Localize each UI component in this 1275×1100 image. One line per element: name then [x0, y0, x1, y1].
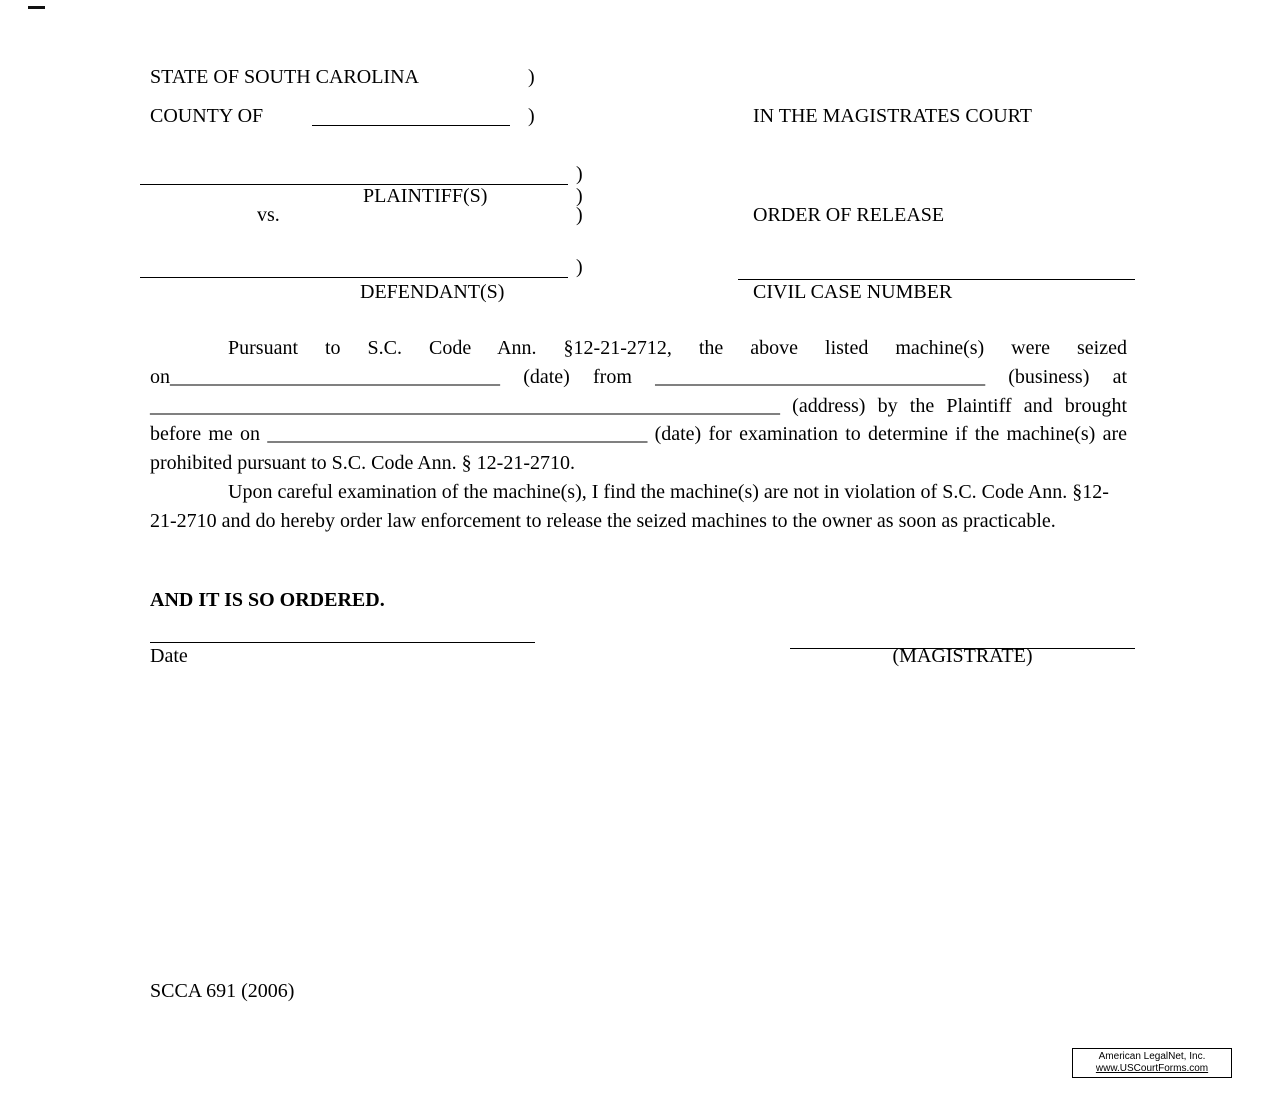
caption-paren-2: ) — [576, 185, 583, 207]
magistrate-label-box — [790, 645, 1135, 668]
county-label: COUNTY OF — [150, 105, 264, 127]
form-number: SCCA 691 (2006) — [150, 980, 295, 1002]
caption-paren-3: ) — [576, 204, 583, 226]
defendant-name-blank[interactable] — [140, 255, 568, 278]
civil-case-number-blank[interactable] — [738, 257, 1135, 280]
plaintiff-label: PLAINTIFF(S) — [363, 185, 488, 207]
header-paren-2: ) — [528, 105, 535, 127]
vs-label: vs. — [257, 204, 280, 226]
civil-case-label: CIVIL CASE NUMBER — [753, 281, 953, 303]
magistrate-label: (MAGISTRATE) — [892, 645, 1033, 667]
defendant-label: DEFENDANT(S) — [360, 281, 505, 303]
court-name: IN THE MAGISTRATES COURT — [753, 105, 1032, 127]
scan-artifact — [28, 6, 45, 9]
legalnet-stamp — [1072, 1048, 1232, 1078]
body-paragraph-1: Pursuant to S.C. Code Ann. §12-21-2712, the above listed machine(s) were seized on_________________________________ (date) from _________________________________ (business) at _______________________________________________________________ (address) by the Plaintiff and brought before me on ______________________________________ (date) for examination to determine if the machine(s) are prohibited pursuant to S.C. Code Ann. § 12-21-2710. — [150, 337, 1127, 475]
body-paragraph-2: Upon careful examination of the machine(s), I find the machine(s) are not in violation of S.C. Code Ann. §12-21-2710 and do hereby order law enforcement to release the seized machines to the owner as soon as practicable. — [150, 480, 1109, 532]
order-title: ORDER OF RELEASE — [753, 204, 945, 226]
caption-paren-4: ) — [576, 256, 583, 278]
plaintiff-name-blank[interactable] — [140, 162, 568, 185]
legalnet-company: American LegalNet, Inc. — [1098, 1051, 1206, 1062]
so-ordered-statement: AND IT IS SO ORDERED. — [150, 589, 385, 611]
date-signature-line[interactable] — [150, 620, 535, 643]
date-label: Date — [150, 645, 188, 667]
county-blank-field[interactable] — [312, 103, 510, 126]
header-paren-1: ) — [528, 66, 535, 88]
order-body — [150, 334, 1127, 536]
legalnet-website: www.USCourtForms.com — [1095, 1063, 1209, 1074]
state-label: STATE OF SOUTH CAROLINA — [150, 66, 419, 88]
caption-paren-1: ) — [576, 163, 583, 185]
